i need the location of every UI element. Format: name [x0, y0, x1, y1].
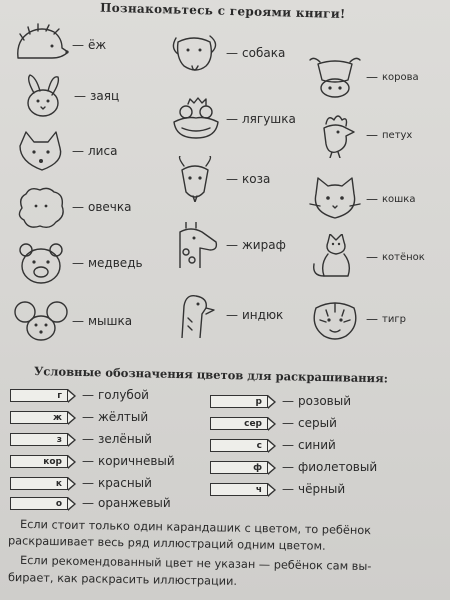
- hero-turkey: [166, 292, 283, 338]
- rooster-icon: [306, 112, 364, 158]
- dash: —: [72, 144, 84, 158]
- legend-item-green: [10, 432, 152, 446]
- hero-label: собака: [242, 46, 286, 60]
- hero-mouse: [12, 298, 132, 344]
- legend-color-name: синий: [298, 438, 336, 452]
- legend-color-name: голубой: [98, 388, 149, 402]
- page-title: Познакомьтесь с героями книги!: [99, 0, 346, 22]
- bear-icon: [12, 240, 70, 286]
- dash: —: [82, 496, 94, 510]
- hero-label: индюк: [242, 308, 284, 322]
- pencil-icon: г: [10, 389, 68, 402]
- dash: —: [282, 460, 294, 474]
- cow-icon: [306, 54, 364, 100]
- hero-label: коза: [242, 172, 271, 186]
- dash: —: [282, 416, 294, 430]
- pencil-icon: ч: [210, 483, 268, 496]
- legend-color-name: чёрный: [298, 482, 346, 496]
- legend-title: Условные обозначения цветов для раскрашивания:: [33, 364, 389, 386]
- dash: —: [82, 388, 94, 402]
- hero-dog: [166, 30, 285, 76]
- legend-color-name: коричневый: [98, 454, 175, 468]
- hero-label: лиса: [88, 144, 118, 158]
- dash: —: [72, 38, 84, 52]
- hero-hare: [14, 73, 119, 119]
- dash: —: [74, 89, 86, 103]
- pencil-icon: к: [10, 477, 68, 490]
- legend-item-violet: [210, 460, 377, 474]
- giraffe-icon: [166, 222, 224, 268]
- dash: —: [82, 476, 94, 490]
- legend-item-black: [210, 482, 345, 496]
- dash: —: [282, 438, 294, 452]
- hero-label: мышка: [88, 314, 133, 328]
- hero-label: лягушка: [242, 112, 296, 126]
- dash: —: [82, 410, 94, 424]
- goat-icon: [166, 156, 224, 202]
- legend-color-name: зелёный: [98, 432, 152, 446]
- dash: —: [72, 314, 84, 328]
- note-line-3: Если рекомендованный цвет не указан — ребёнок сам вы-: [19, 553, 372, 574]
- legend-color-name: оранжевый: [98, 496, 171, 510]
- hero-goat: [166, 156, 270, 202]
- legend-color-name: розовый: [298, 394, 352, 408]
- pencil-icon: с: [210, 439, 268, 452]
- note-line-1: Если стоит только один карандашик с цветом, то ребёнок: [19, 517, 372, 538]
- legend-color-name: фиолетовый: [298, 460, 378, 474]
- fox-icon: [12, 128, 70, 174]
- dash: —: [226, 308, 238, 322]
- dog-icon: [166, 30, 224, 76]
- hero-label: петух: [382, 129, 413, 141]
- hero-giraffe: [166, 222, 286, 268]
- hero-label: корова: [382, 71, 419, 83]
- hedgehog-icon: [12, 22, 70, 68]
- hero-tiger: [306, 296, 406, 342]
- hero-bear: [12, 240, 143, 286]
- hero-frog: [166, 96, 296, 142]
- dash: —: [282, 482, 294, 496]
- mouse-icon: [12, 298, 70, 344]
- dash: —: [366, 192, 378, 206]
- note-line-2: раскрашивает весь ряд иллюстраций одним цветом.: [7, 534, 326, 553]
- hero-hedgehog: [12, 22, 106, 68]
- legend-color-name: жёлтый: [98, 410, 149, 424]
- hero-kitten: [306, 234, 425, 280]
- hero-cat: [306, 176, 415, 222]
- tiger-icon: [306, 296, 364, 342]
- frog-icon: [166, 96, 224, 142]
- pencil-icon: о: [10, 497, 68, 510]
- legend-color-name: серый: [298, 416, 337, 430]
- legend-item-pink: [210, 394, 351, 408]
- legend-item-grey: [210, 416, 337, 430]
- dash: —: [226, 46, 238, 60]
- pencil-icon: р: [210, 395, 268, 408]
- dash: —: [72, 200, 84, 214]
- dash: —: [226, 172, 238, 186]
- turkey-icon: [166, 292, 224, 338]
- dash: —: [366, 250, 378, 264]
- legend-item-yellow: [10, 410, 148, 424]
- dash: —: [366, 70, 378, 84]
- hero-label: заяц: [90, 89, 120, 103]
- note-line-4: бирает, как раскрасить иллюстрации.: [7, 571, 238, 588]
- dash: —: [82, 432, 94, 446]
- hero-label: кошка: [382, 193, 416, 205]
- hero-label: овечка: [88, 200, 132, 214]
- pencil-icon: сер: [210, 417, 268, 430]
- dash: —: [82, 454, 94, 468]
- dash: —: [226, 112, 238, 126]
- legend-color-name: красный: [98, 476, 152, 490]
- legend-item-red: [10, 476, 152, 490]
- pencil-icon: ф: [210, 461, 268, 474]
- hero-rooster: [306, 112, 412, 158]
- dash: —: [366, 128, 378, 142]
- pencil-icon: кор: [10, 455, 68, 468]
- legend-item-orange: [10, 496, 171, 510]
- hero-cow: [306, 54, 419, 100]
- legend-item-blue: [10, 388, 149, 402]
- pencil-icon: з: [10, 433, 68, 446]
- hero-label: медведь: [88, 256, 143, 270]
- dash: —: [72, 256, 84, 270]
- cat-icon: [306, 176, 364, 222]
- kitten-icon: [306, 234, 364, 280]
- hero-label: жираф: [242, 238, 286, 252]
- legend-item-dark-blue: [210, 438, 336, 452]
- hare-icon: [14, 73, 72, 119]
- hero-fox: [12, 128, 117, 174]
- hero-label: тигр: [382, 313, 406, 325]
- legend-item-brown: [10, 454, 175, 468]
- pencil-icon: ж: [10, 411, 68, 424]
- dash: —: [226, 238, 238, 252]
- dash: —: [282, 394, 294, 408]
- hero-label: ёж: [88, 38, 107, 52]
- hero-sheep: [12, 184, 132, 230]
- hero-label: котёнок: [382, 251, 425, 263]
- sheep-icon: [12, 184, 70, 230]
- dash: —: [366, 312, 378, 326]
